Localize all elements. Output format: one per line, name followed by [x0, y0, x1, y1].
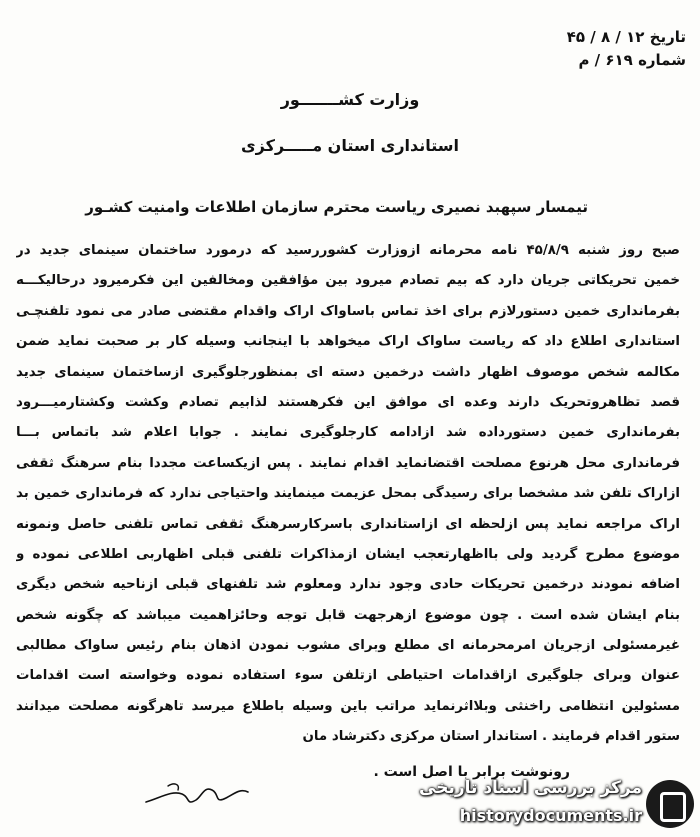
body-line: مکالمه شخص موصوف اظهار داشت درخمین دسته ای بمنظورجلوگیری ازساختمان سینمای جدید [16, 364, 680, 380]
number-value: ۶۱۹ / م [578, 51, 633, 69]
body-line: غیرمسئولی ازجریان امرمحرمانه ای مطلع وبرای مشوب نمودن اذهان بنام رئیس ساواک مطالبی [16, 638, 680, 654]
body-line: استانداری اطلاع داد که ریاست ساواک اراک میخواهد با اینجانب وسیله کار بر صحبت نماید ضمن [16, 334, 680, 350]
number-label: شماره [638, 51, 686, 69]
certified-copy-note: رونوشت برابر با اصل است . [373, 764, 570, 780]
date-line [567, 26, 686, 49]
body-line: ستور اقدام فرمایند . استاندار استان مرکزی دکترشاد مان [302, 729, 680, 745]
letter-body [16, 236, 680, 753]
body-line: اراک مراجعه نماید پس ازلحظه ای ازاستانداری باسرکارسرهنگ ثقفی تماس تلفنی حاصل ونمونه [16, 516, 680, 532]
handwritten-signature [142, 772, 252, 812]
document-meta [567, 26, 686, 72]
archive-watermark [418, 774, 700, 837]
watermark-url: historydocuments.ir [459, 806, 642, 825]
archive-logo-icon [646, 780, 694, 828]
watermark-name: مرکز بررسی اسناد تاریخی [419, 778, 642, 798]
body-line: بفرمانداری خمین دستورداده شد ازادامه کارجلوگیری نمایند . جوابا اعلام شد باتماس بـــا [16, 425, 680, 441]
body-line: خمین تحریکاتی جریان دارد که بیم تصادم میرود بین مؤافقین ومخالفین این فکرمیرود درحالیکـــه [16, 273, 680, 289]
number-line [567, 49, 686, 72]
body-line: بفرمانداری خمین دستورلازم برای اخذ تماس باساواک اراک واقدام مقتضی صادر می نمود تلفنچـی [16, 303, 680, 319]
date-value: ۱۲ / ۸ / ۴۵ [566, 28, 645, 46]
addressee-line: تیمسار سپهبد نصیری ریاست محترم سازمان اطلاعات وامنیت کشـور [85, 198, 588, 216]
body-line: عنوان وبرای جلوگیری ازاقدامات احتیاطی ازتلفن سوء استفاده نموده وخواسته است اقدامات [16, 668, 680, 684]
body-line: فرمانداری محل هرنوع مصلحت اقتضانماید اقدام نمایند . پس ازیکساعت مجددا بنام سرهنگ ثقفی [16, 455, 680, 471]
ministry-heading: وزارت کشـــــــور [280, 90, 420, 109]
body-line: قصد تظاهروتحریک دارند وعده ای موافق این فکرهستند لذابیم تصادم وکشت وکشتارمیـــرود [16, 394, 680, 410]
province-heading: استانداری استان مـــــرکزی [240, 136, 460, 155]
body-line: موضوع مطرح گردید ولی بااظهارتعجب ایشان ازمذاکرات تلفنی قبلی اظهاربی اطلاعی نموده و [16, 546, 680, 562]
body-line: بنام ایشان شده است . چون موضوع ازهرجهت قابل توجه وحائزاهمیت میباشد که چگونه شخص [16, 607, 680, 623]
body-line: مسئولین انتظامی راخنثی وبلااثرنماید مراتب باین وسیله باطلاع میرسد تاهرگونه مصلحت میدانند [16, 698, 680, 714]
body-line: ازاراک تلفن شد مشخصا برای رسیدگی بمحل عزیمت مینمایند واحتیاجی ندارد که فرمانداری خمین بد [16, 486, 680, 502]
body-line: اضافه نمودند درخمین تحریکات حادی وجود ندارد ومعلوم شد تلفنهای قبلی ازناحیه شخص دیگری [16, 577, 680, 593]
body-line: صبح روز شنبه ۴۵/۸/۹ نامه محرمانه ازوزارت کشوررسید که درمورد ساختمان سینمای جدید در [16, 243, 680, 258]
date-label: تاریخ [649, 28, 686, 46]
